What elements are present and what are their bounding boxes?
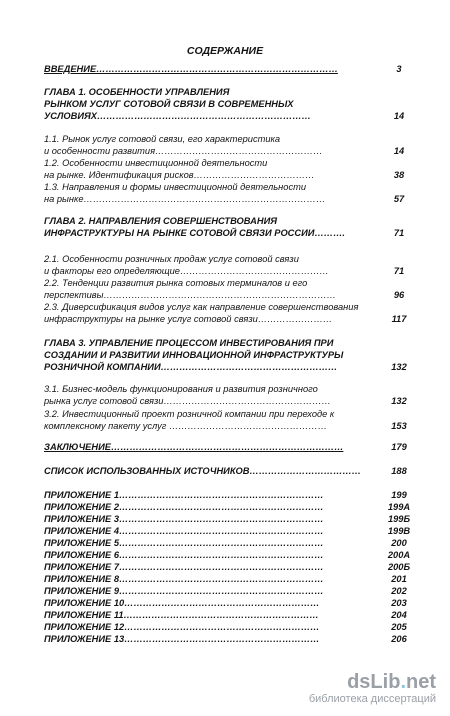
toc-page-number: 199Б (387, 514, 411, 524)
site-logo (309, 671, 436, 693)
toc-page-number: 204 (391, 610, 407, 620)
toc-page-number: 199В (387, 526, 411, 536)
toc-entry-appendix[interactable] (44, 597, 404, 609)
toc-entry-text: СОЗДАНИИ И РАЗВИТИИ ИННОВАЦИОННОЙ ИНФРАСТРУКТУРЫ (44, 350, 344, 360)
toc-entry-text: ПРИЛОЖЕНИЕ 1………………………………………………………… (44, 490, 324, 500)
toc-entry-appendix[interactable] (44, 573, 404, 585)
toc-entry-text: РОЗНИЧНОЙ КОМПАНИИ………………………………………………… (44, 362, 338, 372)
toc-entry-appendix[interactable] (44, 561, 404, 573)
logo-dot: . (400, 671, 406, 693)
toc-entry-text: ПРИЛОЖЕНИЕ 11……………………………………………………… (44, 610, 319, 620)
toc-entry-text: УСЛОВИЯХ…………………………………………………………… (44, 111, 311, 121)
logo-main: dsLib (347, 671, 401, 693)
toc-entry-introduction[interactable] (44, 63, 404, 75)
toc-entry-text: 2.1. Особенности розничных продаж услуг сотовой связи (44, 254, 299, 264)
toc-entry-text: рынка услуг сотовой связи……………………………………………… (44, 396, 331, 406)
toc-entry-text: ПРИЛОЖЕНИЕ 10……………………………………………………… (44, 598, 320, 608)
toc-entry-section-2-3[interactable] (44, 301, 374, 325)
toc-entry-text: ВВЕДЕНИЕ…………………………………………………………………… (44, 64, 338, 74)
toc-page-number: 199 (391, 490, 407, 500)
toc-entry-section-2-1[interactable] (44, 253, 374, 277)
toc-entry-section-3-2[interactable] (44, 408, 374, 432)
toc-entry-section-3-1[interactable] (44, 383, 374, 407)
toc-entry-text: ГЛАВА 2. НАПРАВЛЕНИЯ СОВЕРШЕНСТВОВАНИЯ (44, 216, 278, 226)
toc-entry-appendix[interactable] (44, 501, 404, 513)
toc-entry-text: ПРИЛОЖЕНИЕ 8………………………………………………………… (44, 574, 324, 584)
toc-entry-appendix[interactable] (44, 549, 404, 561)
toc-entry-section-2-2[interactable] (44, 277, 374, 301)
toc-entry-text: РЫНКОМ УСЛУГ СОТОВОЙ СВЯЗИ В СОВРЕМЕННЫХ (44, 99, 294, 109)
toc-entry-appendix[interactable] (44, 513, 404, 525)
toc-page-number: 14 (393, 146, 405, 156)
toc-entry-text: 3.2. Инвестиционный проект розничной компании при переходе к (44, 409, 335, 419)
toc-entry-appendix[interactable] (44, 633, 404, 645)
toc-entry-conclusion[interactable] (44, 441, 404, 453)
toc-title: СОДЕРЖАНИЕ (186, 45, 264, 57)
toc-entry-chapter-3[interactable] (44, 337, 404, 373)
toc-entry-text: комплексному пакету услуг …………………………………………… (44, 421, 327, 431)
toc-page-number: 179 (391, 442, 407, 452)
toc-page-number: 188 (391, 466, 407, 476)
toc-page-number: 205 (391, 622, 407, 632)
toc-entry-appendix[interactable] (44, 609, 404, 621)
toc-entry-text: ПРИЛОЖЕНИЕ 12……………………………………………………… (44, 622, 320, 632)
toc-page-number: 153 (391, 421, 407, 431)
toc-entry-text: ПРИЛОЖЕНИЕ 13……………………………………………………… (44, 634, 320, 644)
toc-entry-text: 1.2. Особенности инвестиционной деятельности (44, 158, 268, 168)
toc-entry-appendix[interactable] (44, 537, 404, 549)
toc-page-number: 201 (391, 574, 407, 584)
toc-entry-text: и факторы его определяющие………………………………………… (44, 266, 329, 276)
toc-entry-text: ПРИЛОЖЕНИЕ 3………………………………………………………… (44, 514, 324, 524)
toc-page-number: 206 (391, 634, 407, 644)
toc-entry-text: ПРИЛОЖЕНИЕ 5………………………………………………………… (44, 538, 324, 548)
logo-tld: net (406, 671, 436, 693)
toc-entry-section-1-3[interactable] (44, 181, 374, 205)
toc-entry-section-1-1[interactable] (44, 133, 374, 157)
toc-entry-text: и особенности развития……………………………………………… (44, 146, 323, 156)
toc-page-number: 96 (393, 290, 405, 300)
toc-entry-text: ПРИЛОЖЕНИЕ 9………………………………………………………… (44, 586, 324, 596)
toc-page-number: 117 (391, 314, 407, 324)
toc-page-number: 132 (391, 362, 407, 372)
toc-entry-text: 1.1. Рынок услуг сотовой связи, его характеристика (44, 134, 281, 144)
toc-entry-text: ГЛАВА 3. УПРАВЛЕНИЕ ПРОЦЕССОМ ИНВЕСТИРОВАНИЯ ПРИ (44, 338, 334, 348)
toc-page-number: 71 (393, 266, 405, 276)
toc-page-number: 202 (391, 586, 407, 596)
toc-entry-text: 2.2. Тенденции развития рынка сотовых терминалов и его (44, 278, 308, 288)
toc-entry-section-1-2[interactable] (44, 157, 374, 181)
toc-entry-text: ПРИЛОЖЕНИЕ 2………………………………………………………… (44, 502, 324, 512)
toc-entry-text: перспективы………………………………………………………………… (44, 290, 336, 300)
toc-page-number: 200 (391, 538, 407, 548)
toc-entry-text: ЗАКЛЮЧЕНИЕ………………………………………………………………… (44, 442, 344, 452)
toc-entry-text: СПИСОК ИСПОЛЬЗОВАННЫХ ИСТОЧНИКОВ……………………………… (44, 466, 361, 476)
toc-entry-text: ПРИЛОЖЕНИЕ 7………………………………………………………… (44, 562, 324, 572)
toc-entry-appendix[interactable] (44, 525, 404, 537)
toc-page-number: 3 (396, 64, 402, 74)
toc-page-number: 132 (391, 396, 407, 406)
toc-entry-appendix[interactable] (44, 621, 404, 633)
toc-page-number: 57 (393, 194, 405, 204)
toc-entry-chapter-2[interactable] (44, 215, 404, 239)
site-subtitle: библиотека диссертаций (308, 693, 436, 705)
toc-page-number: 71 (393, 228, 405, 238)
toc-entry-text: на рынке. Идентификация рисков………………………………… (44, 170, 315, 180)
toc-entry-text: ГЛАВА 1. ОСОБЕННОСТИ УПРАВЛЕНИЯ (44, 87, 230, 97)
toc-entry-chapter-1[interactable] (44, 86, 404, 122)
toc-page-number: 203 (391, 598, 407, 608)
toc-entry-appendix[interactable] (44, 585, 404, 597)
toc-entry-text: на рынке…………………………………………………………………… (44, 194, 326, 204)
toc-page-number: 200А (387, 550, 411, 560)
toc-entry-text: 1.3. Направления и формы инвестиционной деятельности (44, 182, 307, 192)
toc-entry-text: инфраструктуры на рынке услуг сотовой связи…………………… (44, 314, 333, 324)
toc-entry-text: ИНФРАСТРУКТУРЫ НА РЫНКЕ СОТОВОЙ СВЯЗИ РОССИИ………. (44, 228, 345, 238)
toc-entry-text: ПРИЛОЖЕНИЕ 6………………………………………………………… (44, 550, 324, 560)
toc-page-number: 200Б (387, 562, 411, 572)
toc-page-number: 199А (387, 502, 411, 512)
toc-page-number: 38 (393, 170, 405, 180)
toc-page-number: 14 (393, 111, 405, 121)
toc-entry-text: 2.3. Диверсификация видов услуг как направление совершенствования (44, 302, 359, 312)
toc-entry-text: 3.1. Бизнес-модель функционирования и развития розничного (44, 384, 318, 394)
toc-entry-text: ПРИЛОЖЕНИЕ 4………………………………………………………… (44, 526, 324, 536)
site-watermark[interactable] (309, 671, 436, 706)
toc-entry-references[interactable] (44, 465, 404, 477)
toc-entry-appendix[interactable] (44, 489, 404, 501)
